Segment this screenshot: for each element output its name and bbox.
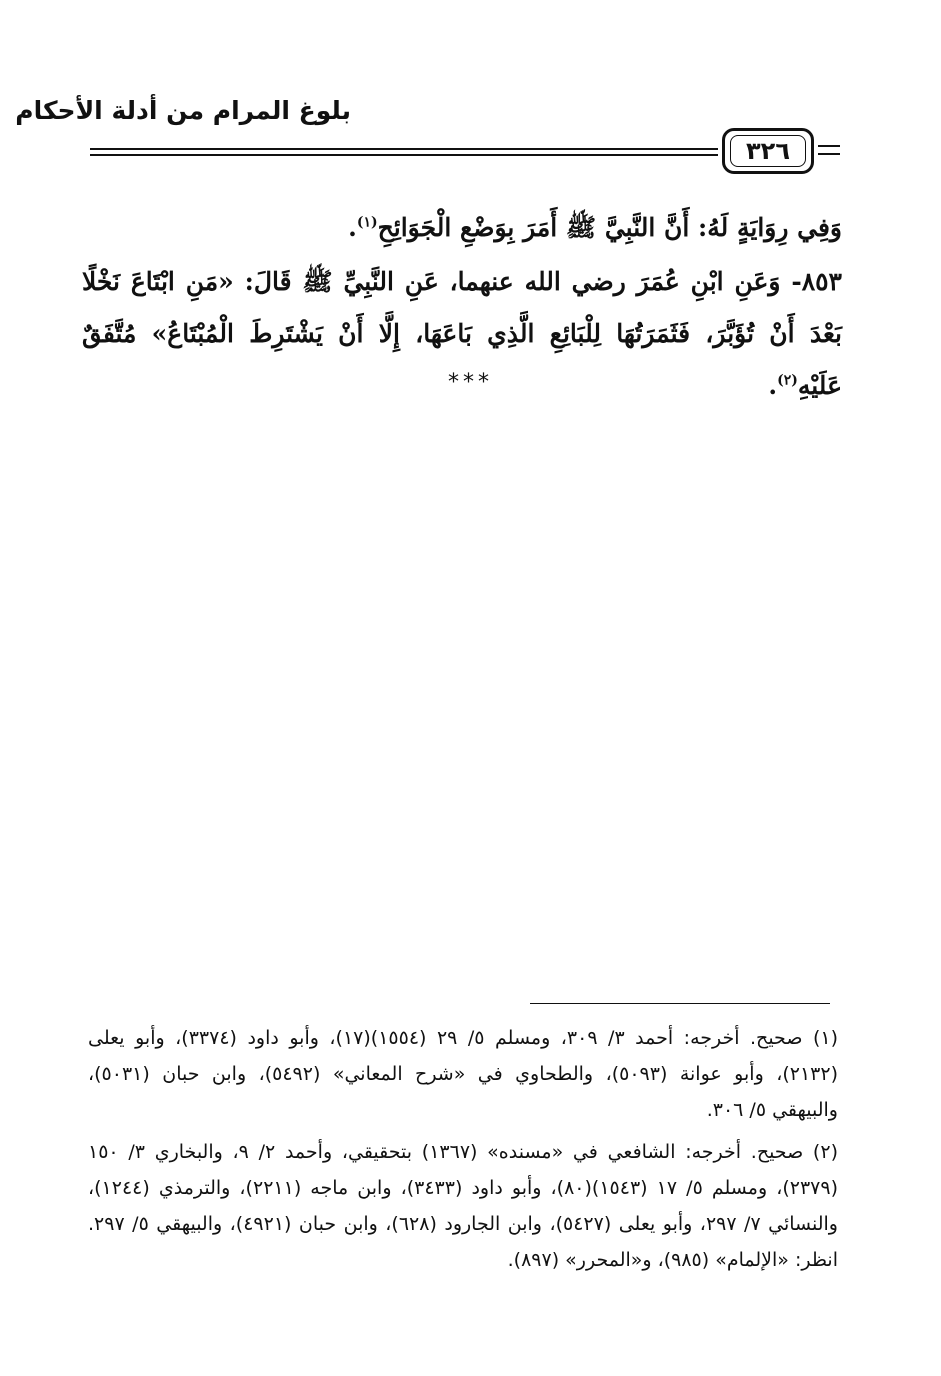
footnote-rule [530, 1003, 830, 1004]
running-title: بلوغ المرام من أدلة الأحكام [15, 96, 351, 125]
narration-end: . [348, 213, 357, 242]
page-number-frame [722, 128, 814, 174]
narration-text: وَفِي رِوَايَةٍ لَهُ: أَنَّ النَّبِيَّ ﷺ أَمَرَ بِوَضْعِ الْجَوَائِحِ [377, 213, 842, 242]
header-rule-end-mark [818, 145, 840, 155]
narration-line [82, 202, 842, 254]
hadith-end: . [768, 371, 778, 400]
footnote-1: (١) صحيح. أخرجه: أحمد ٣/ ٣٠٩، ومسلم ٥/ ٢٩ (١٥٥٤)(١٧)، وأبو داود (٣٣٧٤)، وأبو يعلى (٢١٣٢)، وأبو عوانة (٥٠٩٣)، والطحاوي في «شرح المعاني» (٥٤٩٢)، وابن حبان (٥٠٣١)، والبيهقي ٥/ ٣٠٦. [88, 1027, 839, 1121]
footnote-ref-2: (٢) [777, 372, 798, 389]
section-separator: *** [448, 370, 493, 395]
hadith-text: ٨٥٣- وَعَنِ ابْنِ عُمَرَ رضي الله عنهما، عَنِ النَّبِيِّ ﷺ قَالَ: «مَنِ ابْتَاعَ نَخْلًا بَعْدَ أَنْ تُؤَبَّرَ، فَثَمَرَتُهَا لِلْبَائِعِ الَّذِي بَاعَهَا، إِلَّا أَنْ يَشْتَرِطَ الْمُبْتَاعُ» مُتَّفَقٌ عَلَيْهِ [82, 267, 842, 400]
page-number: ٣٢٦ [730, 135, 806, 167]
footnote-2: (٢) صحيح. أخرجه: الشافعي في «مسنده» (١٣٦٧) بتحقيقي، وأحمد ٢/ ٩، والبخاري ٣/ ١٥٠ (٢٣٧٩)، ومسلم ٥/ ١٧ (١٥٤٣)(٨٠)، وأبو داود (٣٤٣٣)، وابن ماجه (٢٢١١)، والترمذي (١٢٤٤)، والنسائي ٧/ ٢٩٧، وأبو يعلى (٥٤٢٧)، وابن الجارود (٦٢٨)، وابن حبان (٤٩٢١)، والبيهقي ٥/ ٢٩٧. انظر: «الإلمام» (٩٨٥)، و«المحرر» (٨٩٧). [88, 1141, 838, 1271]
header-double-rule [90, 148, 718, 156]
footnote-ref-1: (١) [356, 214, 378, 231]
footnotes [88, 1020, 838, 1284]
